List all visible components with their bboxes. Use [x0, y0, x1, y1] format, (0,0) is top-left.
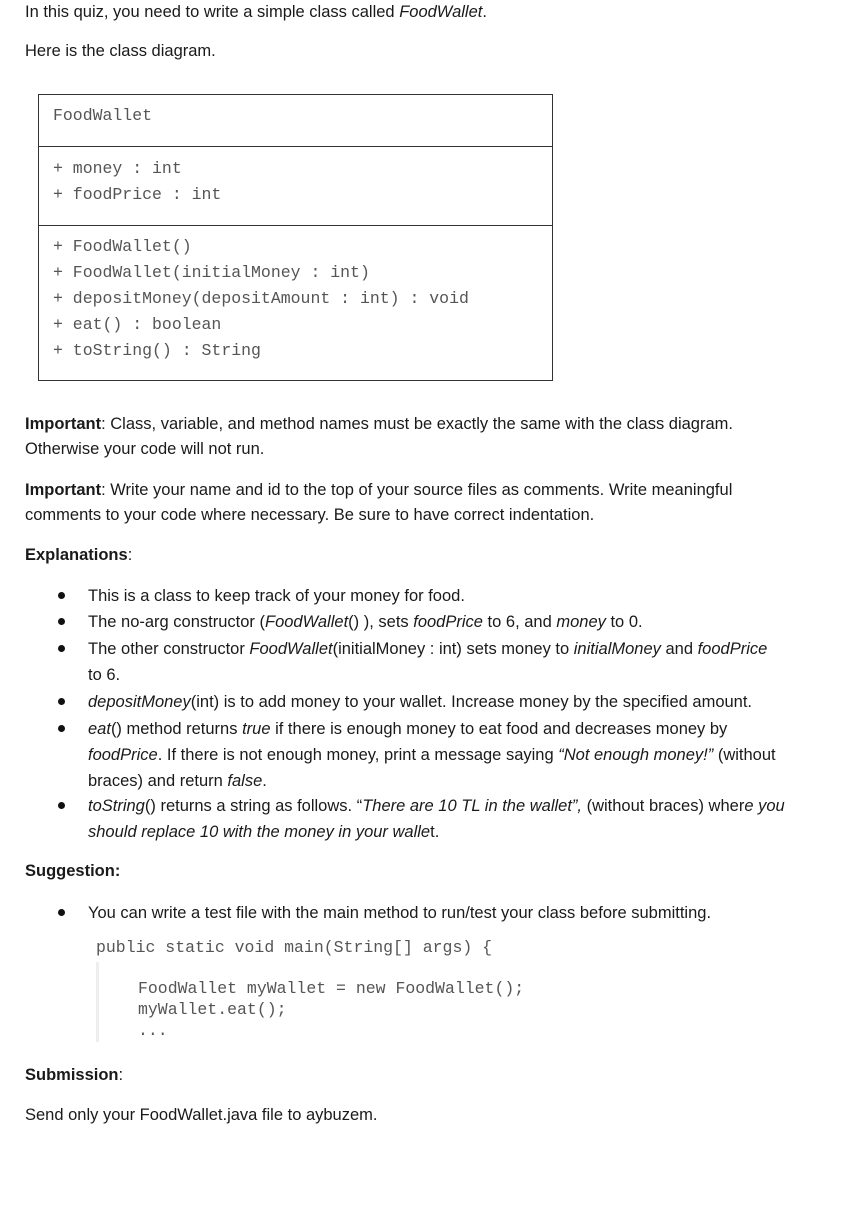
code-line: public static void main(String[] args) { [96, 938, 493, 957]
important-note-2-cont: comments to your code where necessary. Be sure to have correct indentation. [25, 506, 595, 524]
list-item: depositMoney(int) is to add money to your wallet. Increase money by the specified amount. [88, 689, 858, 715]
attribute-money: + money : int [53, 159, 182, 178]
method-constructor: + FoodWallet(initialMoney : int) [53, 263, 370, 282]
method-eat: + eat() : boolean [53, 315, 222, 334]
list-item: toString() returns a string as follows. “There are 10 TL in the wallet”, (without braces) where you should replace 10 with the money in your wallet. [88, 793, 858, 845]
intro-line-2: Here is the class diagram. [25, 42, 216, 60]
submission-heading: Submission: [25, 1066, 124, 1084]
list-item: eat() method returns true if there is enough money to eat food and decreases money by foodPrice. If there is not enough money, print a message saying “Not enough money!” (without braces) and return false. [88, 716, 858, 794]
code-line: myWallet.eat(); [138, 1000, 287, 1019]
method-noarg-constructor: + FoodWallet() [53, 237, 192, 256]
diagram-divider [39, 225, 552, 226]
code-indent-guide [96, 962, 99, 1042]
important-note-2: Important: Write your name and id to the top of your source files as comments. Write meaningful [25, 481, 733, 499]
diagram-divider [39, 146, 552, 147]
important-note-1: Important: Class, variable, and method names must be exactly the same with the class diagram. [25, 415, 733, 433]
method-deposit-money: + depositMoney(depositAmount : int) : void [53, 289, 469, 308]
suggestion-heading: Suggestion: [25, 862, 121, 880]
submission-text: Send only your FoodWallet.java file to aybuzem. [25, 1106, 378, 1124]
attribute-foodprice: + foodPrice : int [53, 185, 222, 204]
class-diagram [38, 94, 553, 381]
explanations-heading: Explanations: [25, 546, 133, 564]
code-line: FoodWallet myWallet = new FoodWallet(); [138, 979, 525, 998]
code-line: ... [138, 1021, 168, 1040]
important-note-1-cont: Otherwise your code will not run. [25, 440, 265, 458]
class-name: FoodWallet [53, 106, 153, 125]
list-item: You can write a test file with the main method to run/test your class before submitting. [88, 900, 858, 926]
list-item: The other constructor FoodWallet(initialMoney : int) sets money to initialMoney and foodPrice to 6. [88, 636, 858, 688]
list-item: This is a class to keep track of your money for food. [88, 583, 858, 609]
intro-line-1: In this quiz, you need to write a simple class called FoodWallet. [25, 3, 487, 21]
method-to-string: + toString() : String [53, 341, 261, 360]
list-item: The no-arg constructor (FoodWallet() ), sets foodPrice to 6, and money to 0. [88, 609, 858, 635]
